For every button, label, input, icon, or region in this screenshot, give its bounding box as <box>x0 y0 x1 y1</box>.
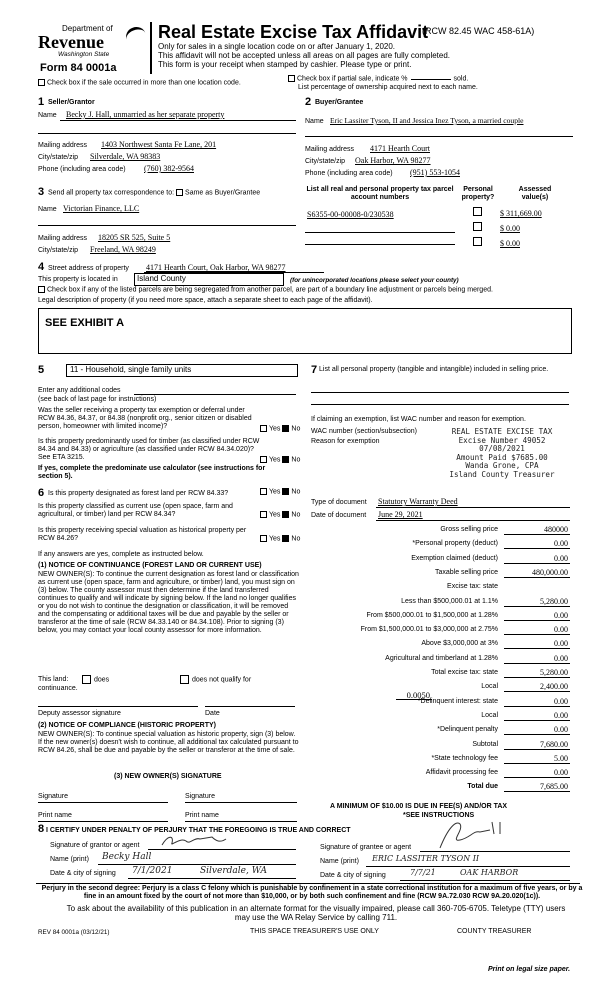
yes-label: Yes <box>269 425 281 433</box>
section-3-number: 3 <box>38 186 45 198</box>
tax-row-label: Excise tax: state <box>447 583 498 591</box>
tax-row-value[interactable]: 0.00 <box>554 696 568 706</box>
checkbox-icon[interactable] <box>260 425 267 432</box>
grantee-date-label: Date & city of signing <box>320 872 386 879</box>
print-name-label: Print name <box>185 812 219 819</box>
field-line <box>98 864 296 865</box>
stamp-line-1: REAL ESTATE EXCISE TAX <box>451 427 553 436</box>
tax-row-label: Local <box>481 711 498 719</box>
tax-row-label: Agricultural and timberland at 1.28% <box>385 654 498 662</box>
field-line <box>504 777 570 778</box>
checkbox-icon[interactable] <box>260 456 267 463</box>
seller-phone-label: Phone (including area code) <box>38 166 126 173</box>
field-line <box>38 133 296 134</box>
assessed-value[interactable]: $ 0.00 <box>500 239 520 248</box>
buyer-city-label: City/state/zip <box>305 158 346 165</box>
section-1-number: 1 <box>38 96 45 108</box>
alternate-format-note: To ask about the availability of this publication in an alternate format for the visually impaired, please call 360-705-6705. Teletype (TTY) users may use the WA Relay Service by calling 711. <box>66 904 566 922</box>
document-date[interactable]: June 29, 2021 <box>378 510 423 519</box>
grantee-signature <box>430 818 510 852</box>
field-line <box>311 404 569 405</box>
stamp-line-6: Island County Treasurer <box>449 469 555 479</box>
multi-location-label: Check box if the sale occurred in more than one location code. <box>47 79 241 87</box>
buyer-city[interactable]: Oak Harbor, WA 98277 <box>355 156 431 165</box>
signature-label: Signature <box>38 793 68 800</box>
tax-row-label: Taxable selling price <box>434 568 498 576</box>
correspondent-city-label: City/state/zip <box>38 247 79 254</box>
field-line <box>504 648 570 649</box>
legal-description-box[interactable] <box>38 308 572 354</box>
tax-row-label: Total due <box>467 783 498 791</box>
seller-mail[interactable]: 1403 Northwest Santa Fe Lane, 201 <box>101 140 217 149</box>
field-line <box>504 734 570 735</box>
exemption-reason-label: Reason for exemption <box>311 438 380 445</box>
tax-row-label: Local <box>481 683 498 691</box>
grantee-city-handwritten: OAK HARBOR <box>460 868 519 877</box>
correspondent-name[interactable]: Victorian Finance, LLC <box>63 204 140 213</box>
checkbox-icon[interactable] <box>180 675 189 684</box>
street-address-label: Street address of property <box>48 265 129 272</box>
field-line <box>504 763 570 764</box>
checkbox-icon[interactable] <box>288 75 295 82</box>
does-not-label: does not qualify for <box>192 676 252 684</box>
tax-row-label: From $1,500,000.01 to $3,000,000 at 2.75% <box>360 626 498 634</box>
yes-label: Yes <box>269 535 281 543</box>
tax-row-value[interactable]: 0.00 <box>554 539 568 549</box>
field-line <box>305 244 455 245</box>
notice-continuance-body: NEW OWNER(S): To continue the current designation as forest land or classification as current use (open space, farm and agriculture, or timber) land, you must sign on (3) below. The county assessor must then determine if the land transferred continues to qualify and will indicate by signing below. If the land no longer qualifies or you do not wish to continue the designation or classification, it will be removed and the compensating or additional taxes will be due and payable by the seller or transferor at the time of sale (RCW 84.33.140 or 84.34.108). Prior to signing (3) below, you may contact your local county assessor for more information. <box>38 571 299 634</box>
seller-phone[interactable]: (760) 382-9564 <box>144 164 194 173</box>
partial-sale-label: Check box if partial sale, indicate % <box>297 75 408 83</box>
header-line-3: This form is your receipt when stamped by cashier. Please type or print. <box>158 60 412 69</box>
buyer-name-label: Name <box>305 118 324 125</box>
notice-compliance-body: NEW OWNER(S): To continue special valuation as historic property, sign (3) below. If the new owner(s) doesn't wish to continue, all additional tax calculated pursuant to RCW 84.26, shall be due and payable by the seller or transferor at the time of sale. <box>38 731 299 754</box>
field-line <box>504 577 570 578</box>
perjury-notice: Perjury in the second degree: Perjury is a class C felony which is punishable by confinement in a state correctional institution for a maximum of five years, or by a fine in an amount fixed by the court of not more than $10,000, or by both such confinement and fine (RCW 9A.72.030 RCW 9A.20.020(1c)). <box>41 885 583 900</box>
treasurer-stamp <box>432 428 572 480</box>
tax-row-value[interactable]: 0.00 <box>554 553 568 563</box>
street-address[interactable]: 4171 Hearth Court, Oak Harbor, WA 98277 <box>146 263 286 272</box>
field-line <box>305 136 573 137</box>
checkbox-icon[interactable] <box>260 535 267 542</box>
personal-property-checkbox[interactable] <box>473 207 482 216</box>
no-label: No <box>291 456 301 464</box>
grantor-signature-scribble <box>160 833 230 849</box>
checked-checkbox-icon[interactable] <box>282 488 289 495</box>
field-line <box>504 720 570 721</box>
buyer-heading: Buyer/Grantee <box>315 99 364 106</box>
predominate-use-note <box>38 465 268 481</box>
header-line-2: This affidavit will not be accepted unless all areas on all pages are fully completed. <box>158 51 451 60</box>
tax-row-value[interactable]: 0.00 <box>554 653 568 663</box>
complete-instructions: If any answers are yes, complete as instructed below. <box>38 551 204 558</box>
logo-state: Washington State <box>58 51 110 58</box>
yes-label: Yes <box>269 511 281 519</box>
grantor-date-label: Date & city of signing <box>50 870 116 877</box>
field-line <box>366 866 570 867</box>
see-instructions-note: *SEE INSTRUCTIONS <box>403 812 475 819</box>
stamp-line-5: Wanda Grone, CPA <box>465 461 539 471</box>
wac-label: WAC number (section/subsection) <box>311 428 417 435</box>
buyer-phone-label: Phone (including area code) <box>305 170 393 177</box>
correspondent-mail[interactable]: 18205 SR 525, Suite 5 <box>98 233 171 242</box>
section-2-number: 2 <box>305 96 312 108</box>
forest-question: Is this property designated as forest land per RCW 84.33? <box>48 490 229 497</box>
print-name-label: Print name <box>38 812 72 819</box>
grantor-name-label: Name (print) <box>50 856 89 863</box>
field-line <box>504 691 570 692</box>
deputy-date-label: Date <box>205 710 220 717</box>
assessed-value-header: Assessed value(s) <box>518 186 552 201</box>
buyer-phone[interactable]: (951) 553-1054 <box>410 168 460 177</box>
field-line <box>400 880 570 881</box>
field-line <box>38 706 198 707</box>
tax-row-label: Total excise tax: state <box>431 669 498 676</box>
field-line <box>396 699 432 700</box>
checked-checkbox-icon[interactable] <box>282 511 289 518</box>
section-7-number: 7 <box>311 364 318 376</box>
buyer-mail-label: Mailing address <box>305 146 355 153</box>
grantee-name-label: Name (print) <box>320 858 359 865</box>
field-line <box>205 706 295 707</box>
tax-row-label: Subtotal <box>472 740 498 748</box>
document-type[interactable]: Statutory Warranty Deed <box>378 497 458 506</box>
this-land-label: This land: <box>38 676 69 683</box>
personal-property-checkbox[interactable] <box>473 222 482 231</box>
current-use-answer[interactable] <box>260 511 300 519</box>
exhibit-text: SEE EXHIBIT A <box>45 317 125 329</box>
checkbox-icon[interactable] <box>176 189 183 196</box>
tax-row-value[interactable]: 0.00 <box>554 710 568 720</box>
field-line <box>504 620 570 621</box>
field-line <box>148 849 296 850</box>
seller-city-label: City/state/zip <box>38 154 79 161</box>
tax-row-label: From $500,000.01 to $1,500,000 at 1.28% <box>366 611 498 619</box>
historic-question: Is this property receiving special valuation as historical property per RCW 84.26? <box>38 527 247 542</box>
seller-name[interactable]: Becky J. Hall, unmarried as her separate property <box>66 110 225 119</box>
tax-row-value[interactable]: 0.00 <box>554 610 568 620</box>
stamp-line-2: Excise Number 49052 <box>458 435 546 445</box>
yes-label: Yes <box>269 488 281 496</box>
parcel-header: List all real and personal property tax parcel account numbers <box>306 186 454 201</box>
section-8-number: 8 <box>38 823 45 835</box>
checkbox-icon[interactable] <box>260 511 267 518</box>
tax-row-value[interactable]: 480,000.00 <box>532 567 568 577</box>
does-check[interactable] <box>82 675 109 684</box>
exemption-question: Was the seller receiving a property tax exemption or deferral under RCW 84.36, 84.37, or 84.38 (nonprofit org., senior citizen or disabled person, homeowner with limited income)? <box>38 407 252 430</box>
grantor-name-handwritten: Becky Hall <box>102 852 152 862</box>
grantee-signature-label: Signature of grantee or agent <box>320 844 412 851</box>
certify-statement: I CERTIFY UNDER PENALTY OF PERJURY THAT THE FOREGOING IS TRUE AND CORRECT <box>46 827 351 834</box>
grantor-signature <box>160 833 230 849</box>
grantor-city-handwritten: Silverdale, WA <box>200 866 267 876</box>
stamp-line-3: 07/08/2021 <box>479 444 525 454</box>
field-line <box>134 394 296 395</box>
local-rate[interactable]: 0.0050 <box>406 690 430 700</box>
multi-location-check[interactable] <box>38 79 241 87</box>
checkbox-icon[interactable] <box>38 286 45 293</box>
no-label: No <box>291 535 301 543</box>
additional-codes-label: Enter any additional codes <box>38 387 121 394</box>
correspondent-name-label: Name <box>38 206 57 213</box>
correspondent-mail-label: Mailing address <box>38 235 88 242</box>
checkbox-icon[interactable] <box>82 675 91 684</box>
parcel-number[interactable]: S6355-00-00008-0/230538 <box>307 210 394 219</box>
field-line <box>185 802 297 803</box>
field-line <box>504 606 570 607</box>
personal-property-header: Personal property? <box>461 186 495 201</box>
seller-city[interactable]: Silverdale, WA 98383 <box>90 152 161 161</box>
segregated-label: Check box if any of the listed parcels are being segregated from another parcel, are part of a boundary line adjustment or parcels being merged. <box>47 286 493 294</box>
grantee-signature-scribble <box>430 818 510 852</box>
tax-row-label: Above $3,000,000 at 3% <box>421 640 498 648</box>
treasurer-use-label: THIS SPACE TREASURER'S USE ONLY <box>250 928 379 935</box>
tax-row-label: Gross selling price <box>440 526 498 533</box>
field-line <box>504 634 570 635</box>
tax-row-label: Less than $500,000.01 at 1.1% <box>401 597 498 605</box>
field-line <box>38 821 168 822</box>
field-line <box>38 225 296 226</box>
field-line <box>504 706 570 707</box>
forest-answer[interactable] <box>260 488 300 496</box>
located-in-label: This property is located in <box>38 276 118 283</box>
does-label: does <box>94 676 110 684</box>
timber-answer[interactable] <box>260 456 300 464</box>
checked-checkbox-icon[interactable] <box>282 535 289 542</box>
tax-row-value[interactable]: 0.00 <box>554 625 568 635</box>
legal-paper-note: Print on legal size paper. <box>488 966 571 973</box>
assessed-value[interactable]: $ 311,669.00 <box>500 209 542 218</box>
current-use-question: Is this property classified as current use (open space, farm and agricultural, or timber) land per RCW 84.34? <box>38 503 233 518</box>
deputy-signature-label: Deputy assessor signature <box>38 710 121 717</box>
exemption-answer[interactable] <box>260 425 300 433</box>
does-not-check[interactable] <box>180 675 251 684</box>
county-select[interactable] <box>134 273 284 286</box>
minimum-due-note: A MINIMUM OF $10.00 IS DUE IN FEE(S) AND/OR TAX <box>330 803 508 810</box>
no-label: No <box>291 488 301 496</box>
seller-heading: Seller/Grantor <box>48 99 95 106</box>
logo-swoosh <box>123 24 148 49</box>
percentage-note: List percentage of ownership acquired next to each name. <box>298 84 478 91</box>
no-label: No <box>291 511 301 519</box>
exemption-claim-label: If claiming an exemption, list WAC number and reason for exemption. <box>311 416 526 423</box>
legal-description-label: Legal description of property (if you need more space, attach a separate sheet to each page of the affidavit). <box>38 297 373 304</box>
grantor-date-handwritten: 7/1/2021 <box>132 866 173 876</box>
form-number: Form 84 0001a <box>40 62 117 74</box>
section-6-number: 6 <box>38 487 45 499</box>
field-line <box>38 802 168 803</box>
tax-row-value[interactable]: 2,400.00 <box>540 682 568 692</box>
seller-mail-label: Mailing address <box>38 142 88 149</box>
field-line <box>185 821 297 822</box>
tax-row-label: *Delinquent penalty <box>437 726 498 734</box>
continuance-label: continuance. <box>38 685 78 692</box>
signature-label: Signature <box>185 793 215 800</box>
tax-row-label: Affidavit processing fee <box>425 769 498 777</box>
field-line <box>128 878 296 879</box>
tax-row-value[interactable]: 7,685.00 <box>540 782 568 792</box>
tax-row-value[interactable]: 0.00 <box>554 768 568 778</box>
tax-row-value[interactable]: 5,280.00 <box>540 596 568 606</box>
tax-row-label: Exemption claimed (deduct) <box>411 554 498 562</box>
tax-row-label: *Delinquent interest: state <box>417 697 498 705</box>
personal-property-list-label: List all personal property (tangible and intangible) included in selling price. <box>319 366 549 373</box>
tax-row-value[interactable]: 5,280.00 <box>540 668 568 677</box>
field-line <box>305 232 455 233</box>
field-line <box>504 749 570 750</box>
header-divider <box>150 22 152 74</box>
tax-row-value[interactable]: 0.00 <box>554 639 568 649</box>
historic-answer[interactable] <box>260 535 300 543</box>
section-4-number: 4 <box>38 261 45 273</box>
checked-checkbox-icon[interactable] <box>282 425 289 432</box>
document-date-label: Date of document <box>311 512 367 519</box>
same-as-buyer-label: Same as Buyer/Grantee <box>185 189 261 197</box>
assessed-value[interactable]: $ 0.00 <box>500 224 520 233</box>
footer-divider <box>36 883 580 884</box>
page-title: Real Estate Excise Tax Affidavit <box>158 22 429 42</box>
sold-label: sold. <box>453 75 469 83</box>
unincorporated-note: (for unincorporated locations please select your county) <box>290 277 459 284</box>
checkbox-icon[interactable] <box>260 488 267 495</box>
grantee-date-handwritten: 7/7/21 <box>410 868 436 877</box>
correspondence-label: Send all property tax correspondence to: <box>48 189 175 197</box>
checkbox-icon[interactable] <box>38 79 45 86</box>
tax-correspondence-label <box>48 189 260 197</box>
field-line <box>504 534 570 535</box>
field-line <box>60 120 296 121</box>
field-line <box>376 520 570 521</box>
tax-row-value[interactable]: 0.00 <box>554 725 568 735</box>
logo-dept: Department of <box>62 24 113 33</box>
if-yes-note: If yes, complete the predominate use calculator (see instructions for section 5). <box>38 465 266 480</box>
county-treasurer-label: COUNTY TREASURER <box>457 928 532 935</box>
section-5-number: 5 <box>38 364 45 376</box>
additional-codes-note: (see back of last page for instructions) <box>38 396 157 403</box>
grantor-signature-label: Signature of grantor or agent <box>50 842 140 849</box>
tax-row-value[interactable]: 7,680.00 <box>540 739 568 749</box>
header-line-1: Only for sales in a single location code on or after January 1, 2020. <box>158 42 396 51</box>
land-use-select[interactable] <box>66 364 298 377</box>
revision-code: REV 84 0001a (03/12/21) <box>38 929 110 936</box>
field-line <box>504 663 570 664</box>
buyer-mail[interactable]: 4171 Hearth Court <box>370 144 430 153</box>
yes-label: Yes <box>269 456 281 464</box>
field-line <box>376 507 570 508</box>
tax-row-label: *State technology fee <box>431 754 498 762</box>
stamp-line-4: Amount Paid $7685.00 <box>456 452 548 462</box>
land-use-value: 11 - Household, single family units <box>70 365 192 374</box>
field-line <box>504 563 570 564</box>
seller-name-label: Name <box>38 112 57 119</box>
field-line <box>311 392 569 393</box>
tax-row-label: *Personal property (deduct) <box>412 540 498 548</box>
partial-sale-check[interactable] <box>288 75 468 83</box>
personal-property-checkbox[interactable] <box>473 237 482 246</box>
field-line <box>504 677 570 678</box>
segregated-check[interactable] <box>38 286 493 294</box>
county-value: Island County <box>137 274 186 283</box>
correspondent-city[interactable]: Freeland, WA 98249 <box>90 245 156 254</box>
logo-revenue: Revenue <box>38 32 104 52</box>
notice-compliance-title: (2) NOTICE OF COMPLIANCE (HISTORIC PROPERTY) <box>38 722 216 729</box>
rcw-reference: (RCW 82.45 WAC 458-61A) <box>422 26 535 36</box>
document-type-label: Type of document <box>311 499 367 506</box>
tax-row-value[interactable]: 480000 <box>544 525 568 534</box>
no-label: No <box>291 425 301 433</box>
checked-checkbox-icon[interactable] <box>282 456 289 463</box>
new-owner-signature-title: (3) NEW OWNER(S) SIGNATURE <box>114 773 222 780</box>
notice-continuance-title: (1) NOTICE OF CONTINUANCE (FOREST LAND OR CURRENT USE) <box>38 562 262 569</box>
tax-row-value[interactable]: 5.00 <box>554 753 568 763</box>
buyer-name[interactable]: Eric Lassiter Tyson, II and Jessica Inez Tyson, a married couple <box>330 116 524 125</box>
grantee-name-handwritten: ERIC LASSITER TYSON II <box>372 854 480 863</box>
field-line <box>504 548 570 549</box>
timber-question: Is this property predominantly used for timber (as classified under RCW 84.34 and 84.33) or agriculture (as classified under RCW 84.34.020)? See ETA 3215. <box>38 438 260 461</box>
field-line <box>504 791 570 792</box>
